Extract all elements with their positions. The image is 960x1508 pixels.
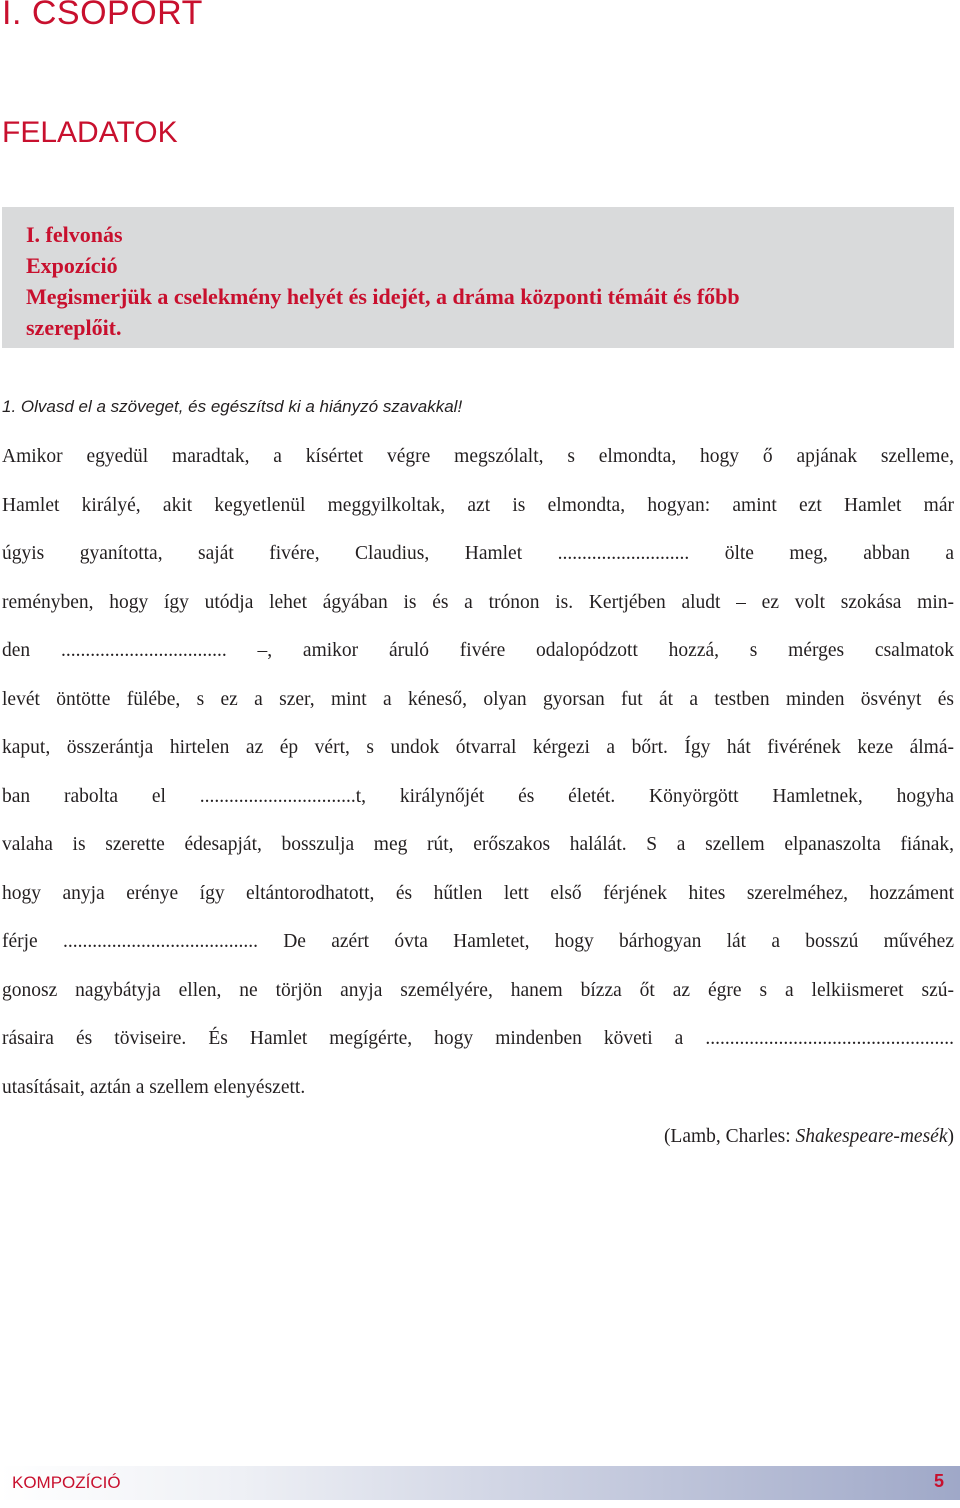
passage-line: gonosz nagybátyja ellen, ne törjön anyja személyére, hanem bízza őt az égre s a lelkiismeret szú- [2,980,954,1001]
page-footer [0,1466,960,1500]
goal-line-1: Megismerjük a cselekmény helyét és idejét, a dráma központi témáit és főbb [26,284,740,309]
passage-line: den .................................. –, amikor áruló fivére odalopódzott hozzá, s mérges csalmatok [2,640,954,661]
act-info-box [2,207,954,348]
task-instruction: 1. Olvasd el a szöveget, és egészítsd ki a hiányzó szavakkal! [2,397,463,416]
passage-line: Amikor egyedül maradtak, a kísértet végre megszólalt, s elmondta, hogy ő apjának szelleme, [2,446,954,467]
source-citation [664,1126,954,1148]
passage-line: úgyis gyanította, saját fivére, Claudius, Hamlet ........................... ölte meg, abban a [2,543,954,564]
source-title: Shakespeare-mesék [795,1126,948,1147]
page-number: 5 [933,1471,944,1491]
passage-line: valaha is szerette édesapját, bosszulja meg rút, erőszakos halálát. S a szellem elpanaszolta fiának, [2,834,954,855]
passage-line: utasításait, aztán a szellem elenyészett. [2,1077,306,1098]
passage-line: ban rabolta el ................................t, királynőjét és életét. Könyörgött Hamletnek, hogyha [2,786,954,807]
scene-heading: Expozíció [26,253,118,278]
passage-line: rásaira és töviseire. És Hamlet megígérte, hogy mindenben követi a ................................................... [2,1028,954,1049]
source-suffix: ) [947,1126,954,1147]
passage-line: Hamlet királyé, akit kegyetlenül meggyilkoltak, azt is elmondta, hogyan: amint ezt Hamlet már [2,495,954,516]
passage-line: reményben, hogy így utódja lehet ágyában is és a trónon is. Kertjében aludt – ez volt szokása min- [2,592,954,613]
footer-label: KOMPOZÍCIÓ [12,1473,121,1492]
group-title: I. CSOPORT [2,0,203,32]
passage-line: levét öntötte fülébe, s ez a szer, mint a kéneső, olyan gyorsan fut át a testben minden ösvényt és [2,689,954,710]
section-title: FELADATOK [2,116,178,149]
act-heading: I. felvonás [26,222,123,247]
passage-line: hogy anyja erénye így eltántorodhatott, és hűtlen lett első férjének hites szerelméhez, hozzáment [2,883,954,904]
goal-line-2: szereplőit. [26,315,122,340]
source-prefix: (Lamb, Charles: [663,1126,796,1147]
passage-line: kaput, összerántja hirtelen az ép vért, s undok ótvarral kérgezi a bőrt. Így hát fivérének keze álmá- [2,737,954,758]
passage-line: férje ........................................ De azért óvta Hamletet, hogy bárhogyan lát a bosszú művéhez [2,931,954,952]
